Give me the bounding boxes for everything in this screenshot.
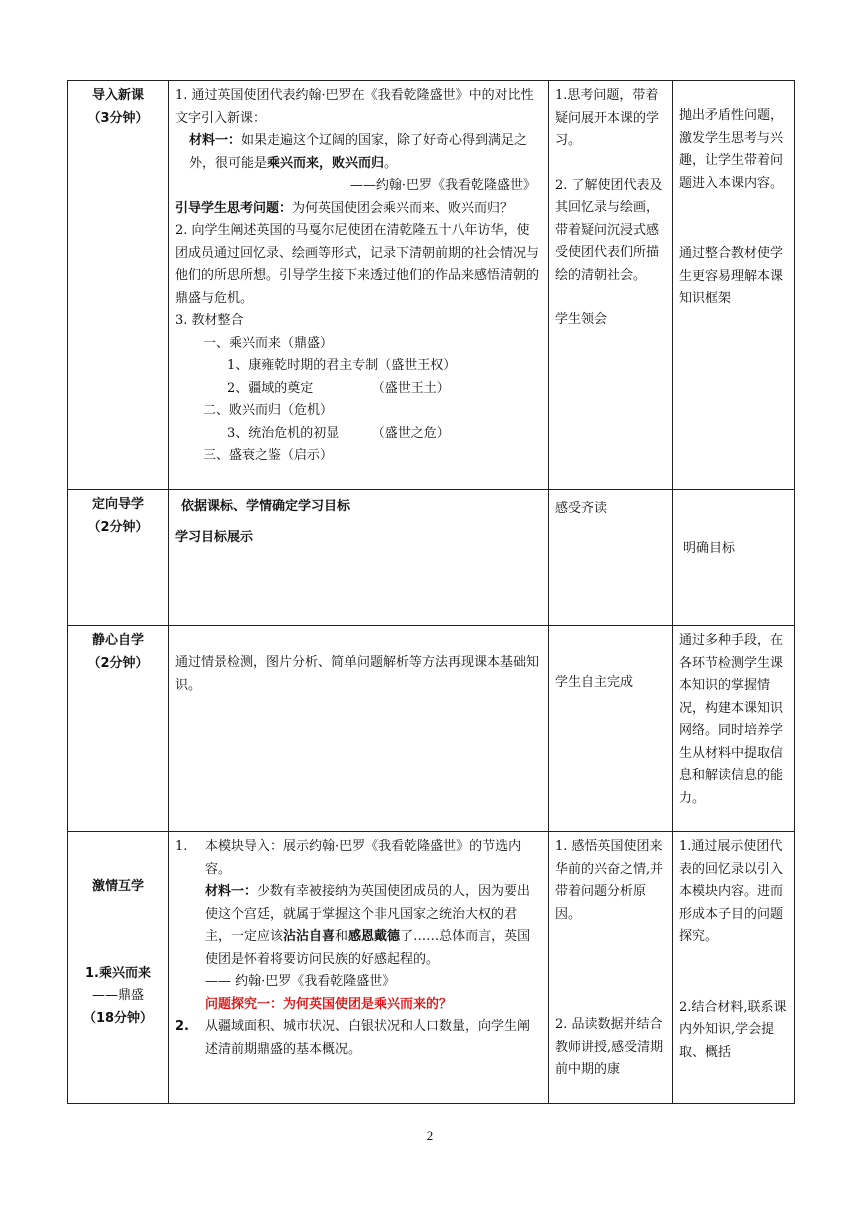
teacher-line: 学习目标展示: [175, 529, 254, 545]
material-bold: 乘兴而来，败兴而归: [267, 155, 385, 171]
question-paragraph: [175, 198, 542, 221]
design-intent-cell: [673, 81, 795, 490]
inquiry-question: 问题探究一：为何英国使团是乘兴而来的？: [205, 996, 453, 1012]
item-number: 1.: [175, 839, 188, 854]
design-intent-cell: [673, 832, 795, 1104]
student-text: 感受齐读: [555, 501, 608, 516]
material-paragraph: [175, 130, 542, 175]
design-intent-cell: [673, 626, 795, 832]
material-text: 如果走遍这个辽阔的国家，除了好奇心得到满足之外，很可能是: [189, 133, 528, 171]
material-bold: 感恩戴德: [348, 929, 401, 944]
material-source: ——约翰·巴罗《我看乾隆盛世》: [349, 178, 536, 193]
teacher-line: 本模块导入：展示约翰·巴罗《我看乾隆盛世》的节选内容。: [205, 839, 522, 877]
teacher-line: 1. 通过英国使团代表约翰·巴罗在《我看乾隆盛世》中的对比性文字引入新课：: [175, 88, 534, 126]
stage-cell: [68, 81, 169, 490]
stage-title: 激情互学: [91, 879, 144, 894]
student-text: 2. 了解使团代表及其回忆录与绘画，带着疑问沉浸式感受使团代表们所描绘的清朝社会。: [555, 177, 663, 283]
question-text: 为何英国使团会乘兴而来、败兴而归？: [292, 200, 514, 216]
intent-text: 1.通过展示使团代表的回忆录以引入本模块内容。进而形成本子目的问题探究。: [679, 839, 784, 944]
student-text: 2. 品读数据并结合教师讲授,感受清期前中期的康: [555, 1017, 664, 1077]
outline-subitem: 3、统治危机的初显 （盛世之危）: [227, 425, 450, 441]
teacher-line: 依据课标、学情确定学习目标: [181, 499, 351, 514]
item-number: 2.: [175, 1019, 189, 1034]
stage-cell: [68, 490, 169, 626]
student-text: 学生自主完成: [555, 675, 634, 690]
stage-duration: （18分钟）: [82, 1010, 154, 1026]
numbered-item: [175, 1016, 542, 1061]
intent-text: 通过整合教材使学生更容易理解本课知识框架: [679, 246, 784, 306]
stage-cell: [68, 832, 169, 1104]
material-text: 和: [335, 929, 349, 944]
stage-title: 定向导学: [91, 497, 144, 512]
table-row-interactive: [68, 832, 795, 1104]
lesson-plan-table: [67, 80, 795, 1104]
teacher-activity-cell: [169, 626, 549, 832]
teacher-activity-cell: [169, 490, 549, 626]
table-row-guide: [68, 490, 795, 626]
material-text-end: 。: [384, 155, 398, 171]
teacher-line: 3. 教材整合: [175, 313, 244, 328]
design-intent-cell: [673, 490, 795, 626]
stage-duration: （2分钟）: [87, 519, 149, 535]
student-text: 1.思考问题，带着疑问展开本课的学习。: [555, 88, 660, 148]
intent-text: 通过多种手段，在各环节检测学生课本知识的掌握情况，构建本课知识网络。同时培养学生从材料中提取信息和解读信息的能力。: [679, 633, 784, 806]
outline-subitem: 1、康雍乾时期的君主专制（盛世王权）: [227, 358, 457, 373]
teacher-activity-cell: [169, 832, 549, 1104]
numbered-item: [175, 836, 542, 881]
stage-cell: [68, 626, 169, 832]
student-activity-cell: [549, 626, 673, 832]
stage-duration: （3分钟）: [87, 110, 149, 126]
student-text: 学生领会: [555, 312, 608, 327]
material-block: [175, 881, 542, 1016]
material-label: 材料一：: [205, 884, 258, 899]
teacher-line: 2. 向学生阐述英国的马戛尔尼使团在清乾隆五十八年访华，使团成员通过回忆录、绘画等形式，记录下清朝前期的社会情况与他们的所思所想。引导学生接下来透过他们的作品来感悟清朝的鼎盛与危机。: [175, 223, 540, 306]
material-label: 材料一：: [189, 133, 242, 148]
question-label: 引导学生思考问题：: [175, 200, 293, 216]
stage-title: 静心自学: [91, 633, 144, 648]
sub-dash: ——鼎盛: [91, 988, 144, 1003]
outline-item: 三、盛衰之鉴（启示）: [203, 448, 334, 463]
sub-title: 1.乘兴而来: [85, 965, 151, 981]
outline-item: 二、败兴而归（危机）: [203, 403, 334, 418]
material-text: 了……总体而言，英国使团是怀着将要访问民族的好感起程的。: [205, 929, 531, 967]
intent-text: 明确目标: [683, 541, 736, 556]
outline-subitem: 2、疆域的奠定 （盛世王土）: [227, 380, 450, 396]
material-source: —— 约翰·巴罗《我看乾隆盛世》: [205, 974, 396, 989]
student-activity-cell: [549, 490, 673, 626]
material-bold: 沾沾自喜: [283, 929, 336, 944]
material-text: 少数有幸被接纳为英国使团成员的人，因为要出使这个宫廷，就属于掌握这个非凡国家之统治大权的君主，一定应该: [205, 884, 531, 944]
page-number: 2: [426, 1128, 434, 1143]
outline-item: 一、乘兴而来（鼎盛）: [203, 335, 334, 351]
student-activity-cell: [549, 81, 673, 490]
teacher-line: 从疆域面积、城市状况、白银状况和人口数量，向学生阐述清前期鼎盛的基本概况。: [205, 1019, 531, 1057]
student-text: 1. 感悟英国使团来华前的兴奋之情,并带着问题分析原因。: [555, 839, 664, 922]
student-activity-cell: [549, 832, 673, 1104]
table-row-selfstudy: [68, 626, 795, 832]
stage-title: 导入新课: [91, 88, 144, 103]
teacher-line: 通过情景检测，图片分析、简单问题解析等方法再现课本基础知识。: [175, 655, 540, 693]
intent-text: 抛出矛盾性问题，激发学生思考与兴趣，让学生带着问题进入本课内容。: [679, 108, 784, 191]
table-row-intro: [68, 81, 795, 490]
stage-duration: （2分钟）: [87, 655, 149, 671]
intent-text: 2.结合材料,联系课内外知识,学会提取、概括: [679, 999, 787, 1060]
teacher-activity-cell: [169, 81, 549, 490]
